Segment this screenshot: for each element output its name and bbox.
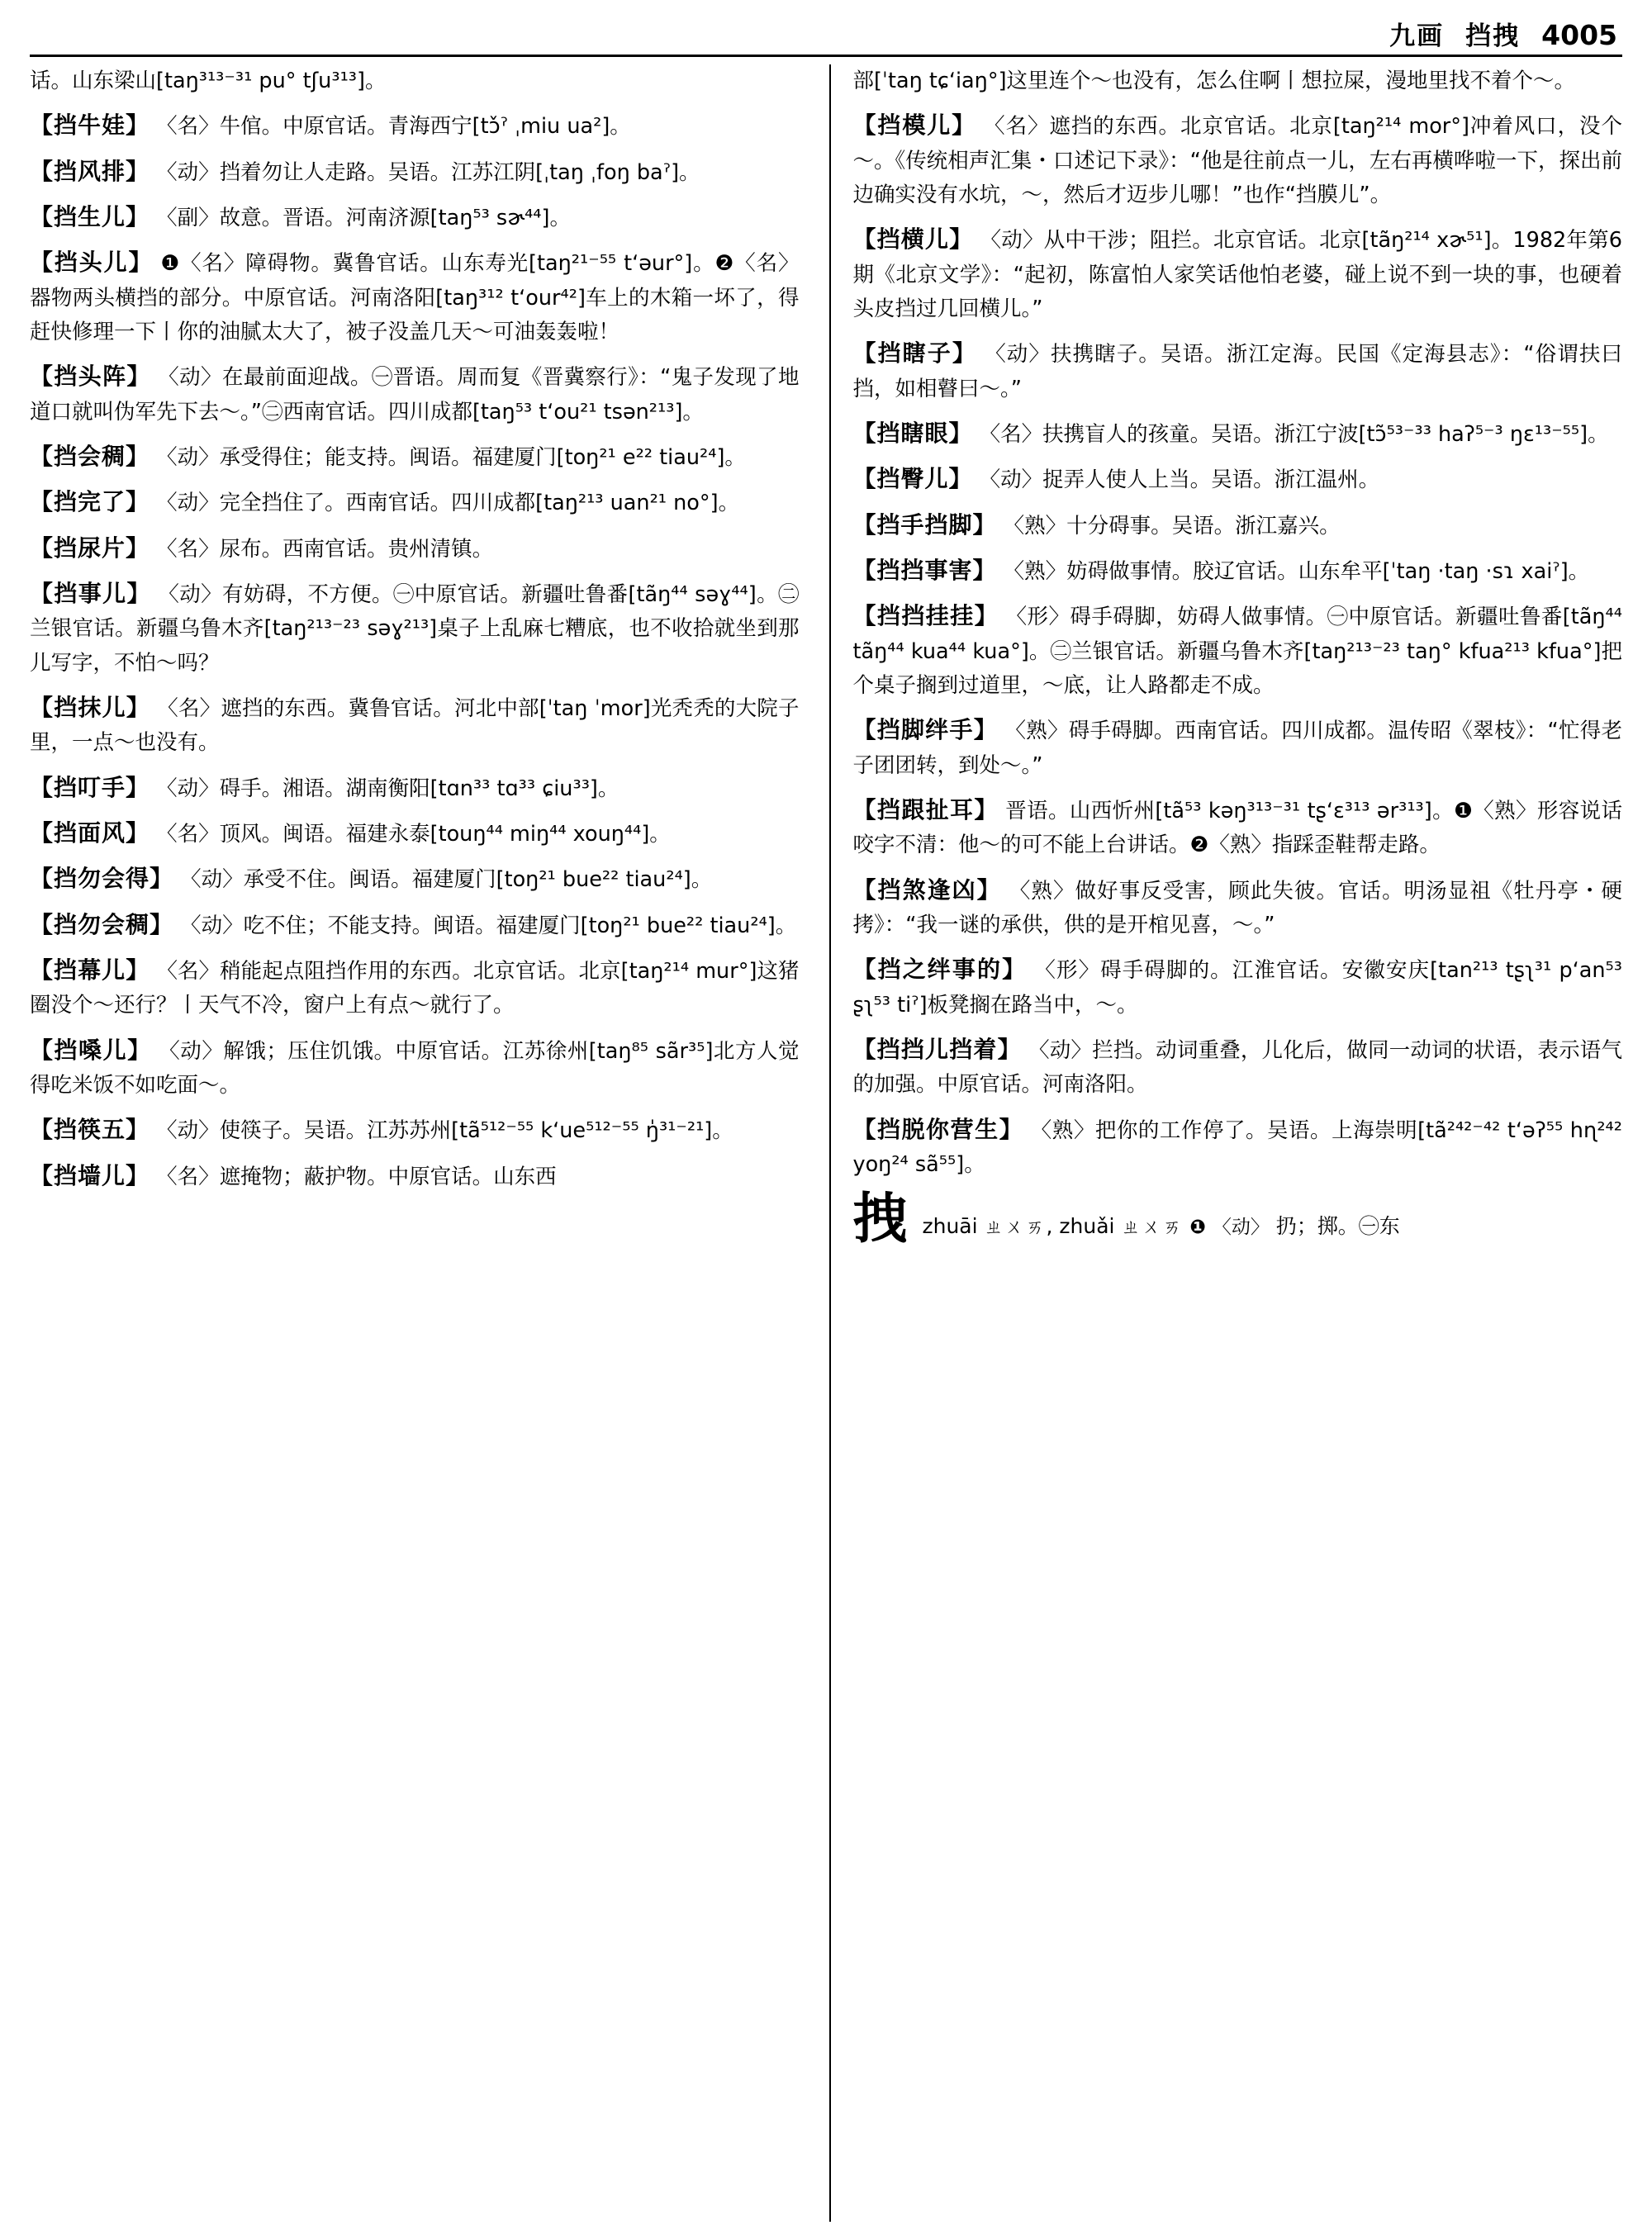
entry-danggenchezr bbox=[852, 791, 1622, 863]
entry-body: 〈熟〉妨碍做事情。胶辽官话。山东牟平[ˈtaŋ ·taŋ ·sɿ xaiˀ]。 bbox=[1003, 558, 1590, 584]
entry-dangtuner bbox=[852, 460, 1622, 497]
entry-dangshoudangjiao bbox=[852, 506, 1622, 543]
entry-body: 〈熟〉做好事反受害，顾此失彼。官话。明汤显祖《牡丹亭・硬拷》：“我一谜的承供，供的是开棺见喜，～。” bbox=[852, 878, 1622, 937]
left-column bbox=[30, 64, 818, 2222]
header-stroke-count: 九画 bbox=[1389, 21, 1445, 51]
headword: 【挡模儿】 bbox=[852, 112, 977, 140]
headword: 【挡幕儿】 bbox=[30, 956, 150, 985]
headword: 【挡勿会稠】 bbox=[30, 910, 174, 938]
entry-dangshier bbox=[30, 575, 800, 681]
headword: 【挡脚绊手】 bbox=[852, 716, 999, 744]
headword: 【挡事儿】 bbox=[30, 580, 151, 608]
entry-body: 〈名〉尿布。西南官话。贵州清镇。 bbox=[156, 536, 494, 562]
entry-dangsanger bbox=[30, 1032, 800, 1103]
entry-body: 〈动〉从中干涉；阻拦。北京官话。北京[tãŋ²¹⁴ xɚ⁵¹]。1982年第6期《北京文学》：“起初，陈富怕人家笑话他怕老婆，碰上说不到一块的事，也硬着头皮挡过几回横儿。” bbox=[852, 228, 1622, 321]
entry-body: 〈副〉故意。晋语。河南济源[taŋ⁵³ sɚ⁴⁴]。 bbox=[156, 206, 571, 231]
entry-body: 〈动〉解饿；压住饥饿。中原官话。江苏徐州[taŋ⁸⁵ sãr³⁵]北方人觉得吃米饭不如吃面～。 bbox=[30, 1038, 800, 1098]
entry-body: 〈动〉捉弄人使人上当。吴语。浙江温州。 bbox=[979, 467, 1380, 493]
entry-dangmuer bbox=[30, 951, 800, 1023]
big-headchar-zhuai bbox=[852, 1187, 1622, 1251]
pinyin-2: zhuǎi bbox=[1059, 1214, 1115, 1239]
header-characters: 挡拽 bbox=[1465, 21, 1521, 51]
entry-body: ❶〈名〉障碍物。冀鲁官话。山东寿光[taŋ²¹⁻⁵⁵ tʻəur°]。❷〈名〉器物两头横挡的部分。中原官话。河南洛阳[taŋ³¹² tʻour⁴²]车上的木箱一坏了，得赶快修理一下丨你的油腻太大了，被子没盖几天～可油轰轰啦！ bbox=[30, 251, 800, 345]
continuation-line: 话。山东梁山[taŋ³¹³⁻³¹ pu° tʃu³¹³]。 bbox=[30, 69, 387, 93]
entry-body: 〈名〉遮挡的东西。北京官话。北京[taŋ²¹⁴ mor°]冲着风口，没个～。《传统相声汇集・口述记下录》：“他是往前点一儿，左右再横哗啦一下，探出前边确实没有水坑，～，然后才迈步儿哪！”也作“挡膜儿”。 bbox=[852, 114, 1622, 207]
zhuyin-2: ㄓㄨㄞ bbox=[1121, 1217, 1184, 1239]
entry-body: 〈动〉完全挡住了。西南官话。四川成都[taŋ²¹³ uan²¹ no°]。 bbox=[156, 491, 740, 516]
page-number: 4005 bbox=[1541, 19, 1617, 51]
zhuyin-1: ㄓㄨㄞ bbox=[984, 1217, 1047, 1239]
entry-body: 〈名〉遮掩物；蔽护物。中原官话。山东西 bbox=[156, 1164, 557, 1189]
column-divider bbox=[829, 64, 832, 2222]
headword: 【挡跟扯耳】 bbox=[852, 795, 999, 823]
headword: 【挡头阵】 bbox=[30, 363, 151, 391]
entry-body: 〈动〉挡着勿让人走路。吴语。江苏江阴[ˌtaŋ ˌfoŋ baˀ]。 bbox=[156, 159, 700, 185]
entry-body: 〈动〉承受得住；能支持。闽语。福建厦门[toŋ²¹ e²² tiau²⁴]。 bbox=[156, 444, 746, 470]
entry-body: 〈动〉吃不住；不能支持。闽语。福建厦门[toŋ²¹ bue²² tiau²⁴]。 bbox=[180, 913, 797, 938]
right-column bbox=[843, 64, 1622, 2222]
entry-body: 〈形〉碍手碍脚，妨碍人做事情。㊀中原官话。新疆吐鲁番[tãŋ⁴⁴ tãŋ⁴⁴ kua⁴⁴ kua°]。㊁兰银官话。新疆乌鲁木齐[taŋ²¹³⁻²³ taŋ° kfua²¹³ kfua°]把个桌子搁到过道里，～底，让人路都走不成。 bbox=[852, 605, 1622, 698]
headword: 【挡瞎子】 bbox=[852, 339, 977, 368]
headword: 【挡生儿】 bbox=[30, 203, 150, 231]
entry-dangtouzhen bbox=[30, 358, 800, 429]
entry-dangniuwa bbox=[30, 107, 800, 144]
entry-dangqianger bbox=[30, 1157, 800, 1194]
entry-danghuichou bbox=[30, 438, 800, 475]
continuation-line: 部[ˈtaŋ tɕʻiaŋ°]这里连个～也没有，怎么住啊丨想拉屎，漫地里找不着个～。 bbox=[852, 69, 1576, 93]
entry-dangtuoniyingsheng bbox=[852, 1111, 1622, 1183]
entry-body: 晋语。山西忻州[tã⁵³ kəŋ³¹³⁻³¹ tʂʻɛ³¹³ ər³¹³]。❶〈熟〉形容说话咬字不清：他～的可不能上台讲话。❷〈熟〉指踩歪鞋帮走路。 bbox=[852, 798, 1622, 858]
headword: 【挡之绊事的】 bbox=[852, 956, 1028, 984]
entry-dangdangguagua bbox=[852, 597, 1622, 703]
headword: 【挡臀儿】 bbox=[852, 465, 973, 493]
entry-dangshenger bbox=[30, 198, 800, 235]
entry-dangmoer bbox=[30, 689, 800, 761]
entry-dangkuaiwu bbox=[30, 1111, 800, 1148]
entry-dangniaopian bbox=[30, 529, 800, 567]
entry-dangwuhuichou bbox=[30, 906, 800, 943]
headword: 【挡横儿】 bbox=[852, 225, 974, 254]
columns-container bbox=[30, 64, 1622, 2222]
entry-body: 〈形〉碍手碍脚的。江淮官话。安徽安庆[tan²¹³ tʂʅ³¹ pʻan⁵³ ʂʅ⁵³ tiˀ]板凳搁在路当中，～。 bbox=[852, 958, 1622, 1018]
headword: 【挡嗓儿】 bbox=[30, 1036, 152, 1064]
entry-dangmianfeng bbox=[30, 814, 800, 852]
entry-body: 〈名〉扶携盲人的孩童。吴语。浙江宁波[tɔ̃⁵³⁻³³ haʔ⁵⁻³ ŋɛ¹³⁻⁵⁵]。 bbox=[979, 421, 1609, 447]
page-header bbox=[1389, 15, 1617, 52]
entry-body: 〈名〉遮挡的东西。冀鲁官话。河北中部[ˈtaŋ ˈmor]光秃秃的大院子里，一点～也没有。 bbox=[30, 696, 800, 756]
headword: 【挡尿片】 bbox=[30, 534, 150, 562]
head-character: 拽 bbox=[852, 1187, 908, 1251]
entry-dangwanle bbox=[30, 483, 800, 520]
headword: 【挡挡挂挂】 bbox=[852, 602, 999, 630]
sense-number: ❶ bbox=[1189, 1217, 1206, 1239]
entry-dangdangerdangzhe bbox=[852, 1031, 1622, 1103]
headword: 【挡手挡脚】 bbox=[852, 510, 997, 539]
entry-body: 〈动〉使筷子。吴语。江苏苏州[tã⁵¹²⁻⁵⁵ kʻue⁵¹²⁻⁵⁵ ŋ̍³¹⁻²¹]。 bbox=[156, 1118, 733, 1144]
headword: 【挡抹儿】 bbox=[30, 694, 150, 722]
entry-body: 〈动〉有妨碍，不方便。㊀中原官话。新疆吐鲁番[tãŋ⁴⁴ səɣ⁴⁴]。㊁兰银官话。新疆乌鲁木齐[taŋ²¹³⁻²³ səɣ²¹³]桌子上乱麻七糟底，也不收拾就坐到那儿写字，不怕～吗？ bbox=[30, 582, 800, 676]
headword: 【挡牛娃】 bbox=[30, 112, 150, 140]
entry-body: 〈动〉碍手。湘语。湖南衡阳[tɑn³³ tɑ³³ ɕiu³³]。 bbox=[156, 776, 620, 801]
headword: 【挡瞎眼】 bbox=[852, 419, 973, 447]
entry-dangmoer2 bbox=[852, 107, 1622, 212]
entry-dangtouer bbox=[30, 244, 800, 349]
entry-body: 〈熟〉把你的工作停了。吴语。上海崇明[tã²⁴²⁻⁴² tʻəʔ⁵⁵ hɳ²⁴² yoŋ²⁴ sã⁵⁵]。 bbox=[852, 1117, 1622, 1177]
entry-dangwuhuide bbox=[30, 860, 800, 897]
entry-body: 〈熟〉碍手碍脚。西南官话。四川成都。温传昭《翠枝》：“忙得老子团团转，到处～。” bbox=[852, 719, 1622, 778]
entry-body: 〈动〉在最前面迎战。㊀晋语。周而复《晋冀察行》：“鬼子发现了地道口就叫伪军先下去～。”㊁西南官话。四川成都[taŋ⁵³ tʻou²¹ tsən²¹³]。 bbox=[30, 365, 800, 425]
headword: 【挡煞逢凶】 bbox=[852, 875, 1002, 904]
entry-body: 〈动〉承受不住。闽语。福建厦门[toŋ²¹ bue²² tiau²⁴]。 bbox=[180, 867, 713, 893]
entry-dangzhibanshide bbox=[852, 951, 1622, 1022]
entry-dangxiazi bbox=[852, 334, 1622, 406]
headword: 【挡风排】 bbox=[30, 157, 150, 185]
headword: 【挡墙儿】 bbox=[30, 1161, 150, 1189]
headword: 【挡会稠】 bbox=[30, 442, 150, 470]
part-of-speech: 〈动〉 bbox=[1212, 1217, 1270, 1239]
headword: 【挡筷五】 bbox=[30, 1116, 150, 1144]
entry-body: 〈熟〉十分碍事。吴语。浙江嘉兴。 bbox=[1003, 513, 1341, 539]
entry-dangxiayan bbox=[852, 415, 1622, 452]
entry-body: 〈名〉牛倌。中原官话。青海西宁[tɔ̌ˀ ˌmiu ua²]。 bbox=[156, 114, 631, 140]
entry-body: 〈动〉拦挡。动词重叠，儿化后，做同一动词的状语，表示语气的加强。中原官话。河南洛阳。 bbox=[852, 1037, 1622, 1098]
gloss: 扔；掷。㊀东 bbox=[1275, 1214, 1400, 1239]
headword: 【挡头儿】 bbox=[30, 249, 154, 277]
head-character-body: zhuāi ㄓㄨㄞ, zhuǎi ㄓㄨㄞ ❶ 〈动〉 扔；掷。㊀东 bbox=[922, 1214, 1400, 1239]
headword: 【挡完了】 bbox=[30, 488, 150, 516]
entry-body: 〈名〉稍能起点阻挡作用的东西。北京官话。北京[taŋ²¹⁴ mur°]这猪圈没个～还行？丨天气不冷，窗户上有点～就行了。 bbox=[30, 959, 800, 1018]
headword: 【挡勿会得】 bbox=[30, 865, 174, 893]
entry-dangfengpai bbox=[30, 153, 800, 190]
pinyin-1: zhuāi bbox=[922, 1214, 978, 1239]
headword: 【挡挡事害】 bbox=[852, 556, 997, 584]
headword: 【挡面风】 bbox=[30, 819, 150, 847]
headword: 【挡叮手】 bbox=[30, 773, 150, 801]
entry-body: 〈名〉顶风。闽语。福建永泰[touŋ⁴⁴ miŋ⁴⁴ xouŋ⁴⁴]。 bbox=[156, 822, 671, 847]
entry-body: 〈动〉扶携瞎子。吴语。浙江定海。民国《定海县志》：“俗谓扶曰挡，如相瞽曰～。” bbox=[852, 342, 1622, 401]
header-rule bbox=[30, 55, 1622, 57]
entry-dangherger bbox=[852, 221, 1622, 326]
entry-dangjiaobanshou bbox=[852, 711, 1622, 783]
entry-dangshafengxiong bbox=[852, 871, 1622, 943]
headword: 【挡脱你营生】 bbox=[852, 1115, 1024, 1143]
entry-dangdangshihai bbox=[852, 552, 1622, 589]
entry-dangdingshou bbox=[30, 769, 800, 806]
headword: 【挡挡儿挡着】 bbox=[852, 1035, 1022, 1063]
